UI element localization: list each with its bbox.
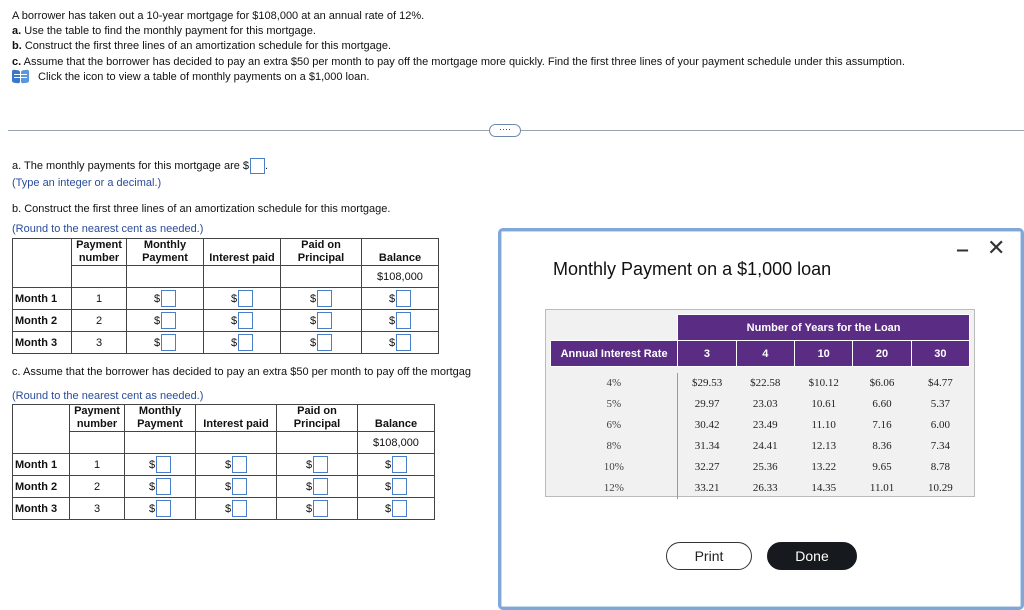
header-payment-number: Payment number (70, 405, 125, 432)
header-interest-paid: Interest paid (196, 405, 277, 432)
b-m2-interest-input[interactable] (238, 312, 253, 329)
table-row: 6% 30.42 23.49 11.10 7.16 6.00 (551, 415, 970, 436)
problem-line-1: A borrower has taken out a 10-year mortgage for $108,000 at an annual rate of 12%. (12, 10, 425, 22)
c-m1-balance-input[interactable] (392, 456, 407, 473)
problem-statement (12, 9, 905, 70)
part-c-hint: (Round to the nearest cent as needed.) (12, 390, 204, 402)
table-row: 12% 33.21 26.33 14.35 11.01 10.29 (551, 478, 970, 499)
c-m1-interest-input[interactable] (232, 456, 247, 473)
part-b-hint: (Round to the nearest cent as needed.) (12, 223, 204, 235)
table-row: 4% $29.53 $22.58 $10.12 $6.06 $4.77 (551, 373, 970, 394)
part-a-hint: (Type an integer or a decimal.) (12, 177, 162, 189)
row-label: Month 3 (13, 332, 72, 354)
header-monthly-payment: Monthly Payment (125, 405, 196, 432)
b-m1-payment-input[interactable] (161, 290, 176, 307)
b-m2-payment-input[interactable] (161, 312, 176, 329)
monthly-payment-input[interactable] (250, 158, 265, 174)
table-row: Month 2 2 $ $ $ $ (13, 476, 435, 498)
header-interest-paid: Interest paid (204, 239, 281, 266)
problem-part-c: c. Assume that the borrower has decided to pay an extra $50 per month to pay off the mortgage more quickly. Find the first three lines of your payment schedule under this assumption. (12, 55, 905, 68)
book-icon[interactable] (12, 70, 30, 84)
b-m2-balance-input[interactable] (396, 312, 411, 329)
b-m3-balance-input[interactable] (396, 334, 411, 351)
c-m3-principal-input[interactable] (313, 500, 328, 517)
b-m2-principal-input[interactable] (317, 312, 332, 329)
c-m1-principal-input[interactable] (313, 456, 328, 473)
header-balance: Balance (358, 405, 435, 432)
c-m3-interest-input[interactable] (232, 500, 247, 517)
row-label: Month 2 (13, 476, 70, 498)
row-label: Month 1 (13, 288, 72, 310)
years-col-header: 20 (853, 341, 911, 367)
header-balance: Balance (362, 239, 439, 266)
problem-part-a: a. Use the table to find the monthly payment for this mortgage. (12, 25, 316, 38)
expand-more-button[interactable]: ···· (489, 124, 521, 137)
part-a-prompt: a. The monthly payments for this mortgage are $ (12, 159, 250, 172)
print-button[interactable]: Print (666, 542, 752, 570)
c-m3-payment-input[interactable] (156, 500, 171, 517)
monthly-payment-table (550, 314, 970, 499)
part-c-prompt: c. Assume that the borrower has decided to pay an extra $50 per month to pay off the mortgag (12, 366, 472, 378)
problem-part-b: b. Construct the first three lines of an amortization schedule for this mortgage. (12, 40, 392, 53)
table-link-row (12, 70, 369, 84)
b-m1-interest-input[interactable] (238, 290, 253, 307)
table-row: Month 3 3 $ $ $ $ (13, 498, 435, 520)
c-m1-payment-input[interactable] (156, 456, 171, 473)
amortization-table-b (12, 238, 439, 354)
rate-header: Annual Interest Rate (551, 341, 678, 367)
b-m3-payment-input[interactable] (161, 334, 176, 351)
row-label: Month 1 (13, 454, 70, 476)
c-m2-principal-input[interactable] (313, 478, 328, 495)
part-a-prompt-row: a. The monthly payments for this mortgage are $ . (12, 158, 268, 174)
table-link-text: Click the icon to view a table of monthly payments on a $1,000 loan. (38, 71, 370, 83)
years-col-header: 3 (678, 341, 736, 367)
header-paid-on-principal: Paid on Principal (281, 239, 362, 266)
years-col-header: 30 (911, 341, 969, 367)
table-row: 10% 32.27 25.36 13.22 9.65 8.78 (551, 457, 970, 478)
table-row: Month 3 3 $ $ $ $ (13, 332, 439, 354)
done-button[interactable]: Done (767, 542, 857, 570)
row-label: Month 2 (13, 310, 72, 332)
rate-table-panel (545, 309, 975, 497)
c-m2-interest-input[interactable] (232, 478, 247, 495)
table-row: Month 1 1 $ $ $ $ (13, 288, 439, 310)
amortization-table-c (12, 404, 435, 520)
payment-table-modal (498, 228, 1024, 610)
table-row: Month 2 2 $ $ $ $ (13, 310, 439, 332)
minimize-icon[interactable]: ‒ (957, 239, 969, 261)
row-label: Month 3 (13, 498, 70, 520)
table-row: Month 1 1 $ $ $ $ (13, 454, 435, 476)
table-row: 8% 31.34 24.41 12.13 8.36 7.34 (551, 436, 970, 457)
part-b-prompt: b. Construct the first three lines of an amortization schedule for this mortgage. (12, 203, 391, 215)
start-balance: $108,000 (358, 432, 435, 454)
years-col-header: 10 (794, 341, 852, 367)
start-balance: $108,000 (362, 266, 439, 288)
b-m3-principal-input[interactable] (317, 334, 332, 351)
header-paid-on-principal: Paid on Principal (277, 405, 358, 432)
table-row: 5% 29.97 23.03 10.61 6.60 5.37 (551, 394, 970, 415)
c-m2-payment-input[interactable] (156, 478, 171, 495)
b-m3-interest-input[interactable] (238, 334, 253, 351)
c-m3-balance-input[interactable] (392, 500, 407, 517)
c-m2-balance-input[interactable] (392, 478, 407, 495)
b-m1-balance-input[interactable] (396, 290, 411, 307)
b-m1-principal-input[interactable] (317, 290, 332, 307)
years-col-header: 4 (736, 341, 794, 367)
close-icon[interactable]: ✕ (987, 235, 1006, 260)
header-monthly-payment: Monthly Payment (127, 239, 204, 266)
years-header: Number of Years for the Loan (678, 315, 970, 341)
header-payment-number: Payment number (72, 239, 127, 266)
modal-title: Monthly Payment on a $1,000 loan (553, 259, 832, 279)
